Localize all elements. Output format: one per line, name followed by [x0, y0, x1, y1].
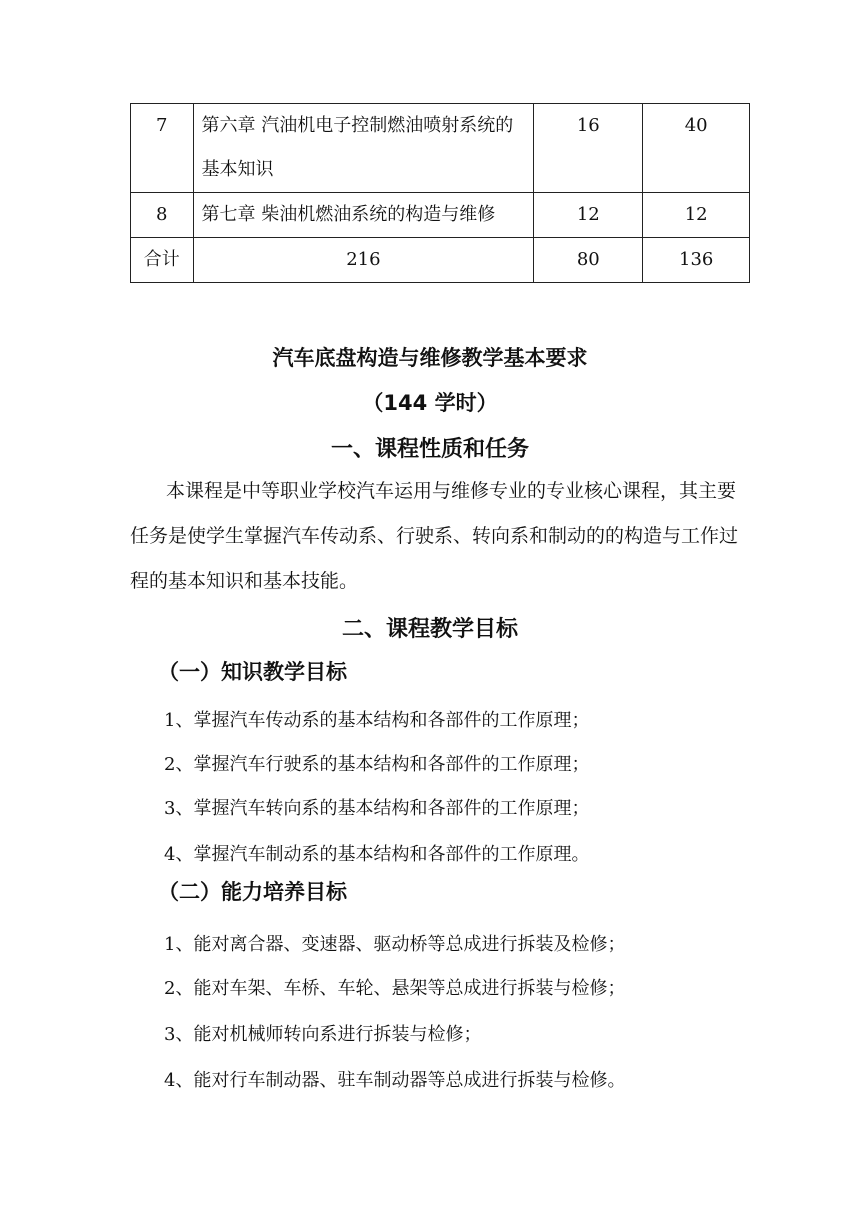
total-value: 80: [534, 238, 643, 283]
chapter-name: 第七章 柴油机燃油系统的构造与维修: [193, 193, 534, 238]
row-number: 7: [131, 104, 194, 193]
list-item: 4、能对行车制动器、驻车制动器等总成进行拆装与检修。: [164, 1070, 626, 1091]
list-item: 4、掌握汽车制动系的基本结构和各部件的工作原理。: [164, 844, 590, 865]
list-item: 1、能对离合器、变速器、驱动桥等总成进行拆装及检修；: [164, 934, 626, 955]
course-hours-table: [130, 103, 750, 283]
list-item: 2、能对车架、车桥、车轮、悬架等总成进行拆装与检修；: [164, 978, 626, 999]
table-row: [131, 193, 750, 238]
total-label: 合计: [131, 238, 194, 283]
row-number: 8: [131, 193, 194, 238]
list-item: 1、掌握汽车传动系的基本结构和各部件的工作原理；: [164, 710, 590, 731]
hours-value: 12: [643, 193, 750, 238]
list-item: 3、能对机械师转向系进行拆装与检修；: [164, 1024, 482, 1045]
hours-value: 16: [534, 104, 643, 193]
chapter-name: 第六章 汽油机电子控制燃油喷射系统的基本知识: [193, 104, 534, 193]
list-item: 2、掌握汽车行驶系的基本结构和各部件的工作原理；: [164, 754, 590, 775]
section-paragraph: 本课程是中等职业学校汽车运用与维修专业的专业核心课程，其主要任务是使学生掌握汽车传动系、行驶系、转向系和制动的的构造与工作过程的基本知识和基本技能。: [130, 480, 739, 592]
total-sum: 216: [193, 238, 534, 283]
hours-value: 12: [534, 193, 643, 238]
total-value: 136: [643, 238, 750, 283]
hours-value: 40: [643, 104, 750, 193]
section-heading: 一、课程性质和任务: [330, 437, 529, 462]
document-subtitle: （144 学时）: [362, 391, 498, 415]
table-total-row: [131, 238, 750, 283]
table-row: [131, 104, 750, 193]
document-title: 汽车底盘构造与维修教学基本要求: [272, 346, 588, 370]
list-item: 3、掌握汽车转向系的基本结构和各部件的工作原理；: [164, 798, 590, 819]
subsection-heading: （二）能力培养目标: [158, 880, 347, 904]
section-heading: 二、课程教学目标: [341, 617, 518, 642]
subsection-heading: （一）知识教学目标: [158, 660, 347, 684]
